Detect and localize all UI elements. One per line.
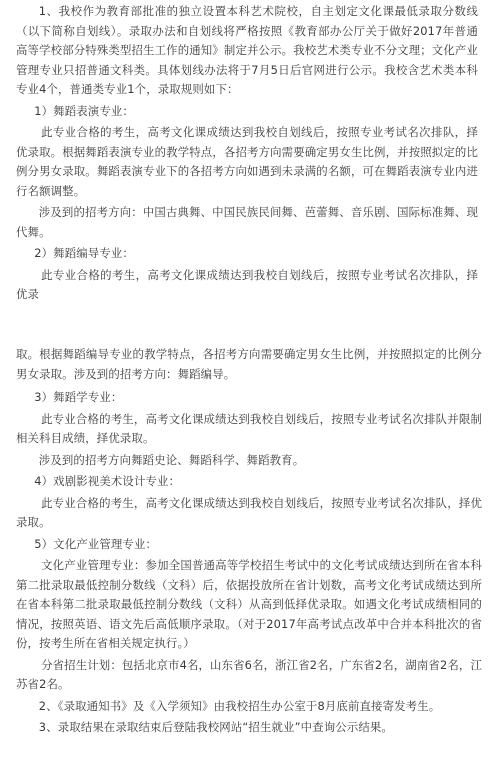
paragraph-admission-notice: 2、《录取通知书》及《入学须知》由我校招生办公室于8月底前直接寄发考生。 — [38, 698, 441, 713]
heading-dance-studies: 3）舞蹈学专业： — [34, 390, 123, 404]
intro-paragraph: 1、我校作为教育部批准的独立设置本科艺术院校，自主划定文化课最低录取分数线（以下简称自划线）。录取办法和自划线将严格按照《教育部办公厅关于做好2017年普通高等学校部分特殊类型招生工作的通知》制定并公示。我校艺术类专业不分文理；文化产业管理专业只招普通文科类。具体划线办法将于7月5日后官网进行公示。我校含艺术类本科专业4个，普通类专业1个，录取规则如下： — [16, 4, 478, 96]
paragraph-dance-performance-rules: 此专业合格的考生，高考文化课成绩达到我校自划线后，按照专业考试名次排队，择优录取。根据舞蹈表演专业的教学特点，各招考方向需要确定男女生比例，并按照拟定的比例分男女录取。舞蹈表演专业下的各招考方向如遇到未录满的名额，可在舞蹈表演专业内进行名额调整。 — [16, 125, 478, 198]
paragraph-dance-studies-rules: 此专业合格的考生，高考文化课成绩达到我校自划线后，按照专业考试名次排队并限制相关科目成绩，择优录取。 — [16, 411, 482, 445]
document-section-bottom — [16, 345, 482, 738]
paragraph-stage-design-rules: 此专业合格的考生，高考文化课成绩达到我校自划线后，按照专业考试名次排队，择优录取。 — [16, 495, 482, 529]
paragraph-province-quota: 分省招生计划：包括北京市4名，山东省6名，浙江省2名，广东省2名，湖南省2名，江苏省2名。 — [16, 657, 482, 691]
paragraph-choreography-rules-end: 取。根据舞蹈编导专业的教学特点，各招考方向需要确定男女生比例，并按照拟定的比例分男女录取。涉及到的招考方向：舞蹈编导。 — [16, 347, 482, 381]
document-section-top — [16, 2, 478, 305]
heading-stage-design: 4）戏剧影视美术设计专业： — [34, 474, 181, 488]
paragraph-dance-performance-directions: 涉及到的招考方向：中国古典舞、中国民族民间舞、芭蕾舞、音乐剧、国际标准舞、现代舞。 — [16, 205, 478, 239]
heading-cultural-industry: 5）文化产业管理专业： — [34, 536, 158, 551]
heading-dance-performance: 1）舞蹈表演专业： — [34, 103, 134, 118]
paragraph-dance-studies-directions: 涉及到的招考方向舞蹈史论、舞蹈科学、舞蹈教育。 — [38, 452, 305, 467]
paragraph-choreography-rules-start: 此专业合格的考生，高考文化课成绩达到我校自划线后，按照专业考试名次排队，择优录 — [16, 267, 478, 301]
heading-choreography: 2）舞蹈编导专业： — [34, 246, 134, 260]
paragraph-cultural-industry-rules: 文化产业管理专业：参加全国普通高等学校招生考试中的文化考试成绩达到所在省本科第二批录取最低控制分数线（文科）后，依据投放所在省计划数，高考文化考试成绩达到所在省本科第二批录取最低控制分数线（文科）从高到低择优录取。如遇文化考试成绩相同的情况，按照英语、语文先后高低顺序录取。（对于2017年高考试点改革中合并本科批次的省份，按考生所在省相关规定执行。） — [16, 558, 482, 650]
paragraph-result-inquiry: 3、录取结果在录取结束后登陆我校网站“招生就业”中查询公示结果。 — [38, 720, 393, 734]
